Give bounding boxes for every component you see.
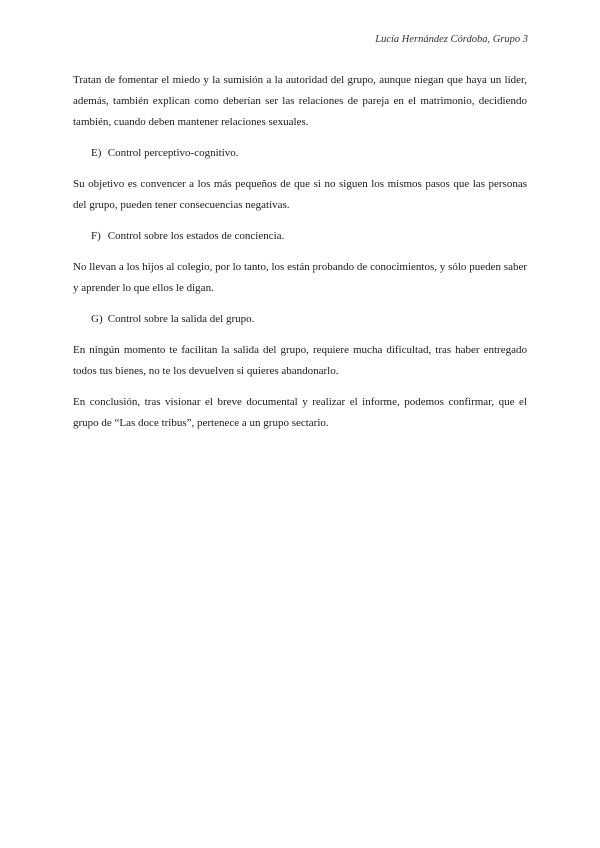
list-item-e [73, 143, 527, 164]
list-item-f-letter: F) [91, 230, 101, 242]
list-item-g [73, 309, 527, 330]
paragraph-3: No llevan a los hijos al colegio, por lo tanto, los están probando de conocimientos, y sólo pueden saber y aprender lo que ellos le digan. [73, 261, 527, 294]
paragraph-4: En ningún momento te facilitan la salida del grupo, requiere mucha dificultad, tras haber entregado todos tus bienes, no te los devuelven si quieres abandonarlo. [73, 344, 527, 377]
document-body [73, 70, 527, 444]
page-header-author: Lucía Hernández Córdoba, Grupo 3 [375, 34, 528, 45]
paragraph-1: Tratan de fomentar el miedo y la sumisión a la autoridad del grupo, aunque niegan que haya un líder, además, también explican como deberían ser las relaciones de pareja en el matrimonio, decidiendo también, cuando deben mantener relaciones sexuales. [73, 74, 527, 128]
list-item-e-text: Control perceptivo-cognitivo. [107, 147, 239, 159]
list-item-f [73, 226, 527, 247]
list-item-g-letter: G) [91, 313, 103, 325]
paragraph-2: Su objetivo es convencer a los más pequeños de que si no siguen los mismos pasos que las personas del grupo, pueden tener consecuencias negativas. [73, 178, 527, 211]
list-item-f-text: Control sobre los estados de conciencia. [107, 230, 285, 242]
paragraph-5: En conclusión, tras visionar el breve documental y realizar el informe, podemos confirmar, que el grupo de “Las doce tribus”, pertenece a un grupo sectario. [73, 396, 527, 429]
list-item-g-text: Control sobre la salida del grupo. [107, 313, 255, 325]
list-item-e-letter: E) [91, 147, 102, 159]
